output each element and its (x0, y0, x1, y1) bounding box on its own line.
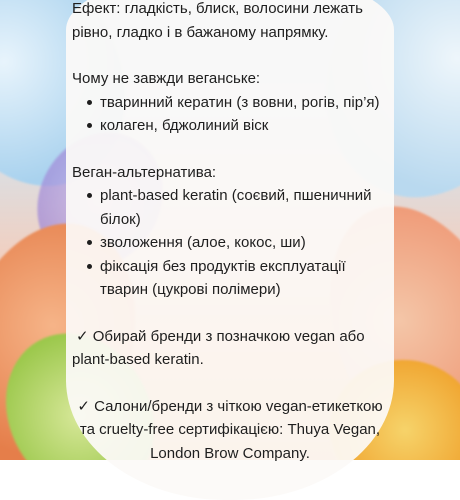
tip-2-line-2: та cruelty-free сертифікацією: Thuya Vegan, (79, 421, 381, 438)
not-vegan-heading: Чому не завжди веганське: (72, 70, 261, 87)
list-item (72, 255, 388, 302)
list-item: колаген, бджолиний віск (72, 114, 388, 138)
list-item (72, 231, 388, 255)
vegan-alt-list (72, 184, 388, 302)
tip-1-line-2: plant-based keratin. (72, 351, 204, 368)
list-item-line: зволоження (алое, кокос, ши) (100, 234, 306, 251)
list-item-line: plant-based keratin (соєвий, пшеничний (100, 187, 372, 204)
post-text (72, 0, 388, 465)
list-item (72, 184, 388, 231)
effect-line-2: рівно, гладко і в бажаному напрямку. (72, 23, 329, 41)
list-item-line: фіксація без продуктів експлуатації (100, 257, 346, 275)
not-vegan-list (72, 91, 388, 138)
list-item-line: тварин (цукрові полімери) (100, 281, 281, 298)
tip-2-line-1: ✓ Салони/бренди з чіткою vegan-етикеткою (77, 397, 383, 415)
tip-1-line-1: ✓ Обирай бренди з позначкою vegan або (76, 327, 365, 345)
vegan-alt-heading: Веган-альтернатива: (72, 163, 217, 181)
effect-line-1: Ефект: гладкість, блиск, волосини лежать (72, 0, 363, 17)
list-item: тваринний кератин (з вовни, рогів, пір’я) (72, 91, 388, 115)
tip-2-line-3: London Brow Company. (150, 444, 310, 462)
list-item-line: білок) (100, 210, 141, 228)
